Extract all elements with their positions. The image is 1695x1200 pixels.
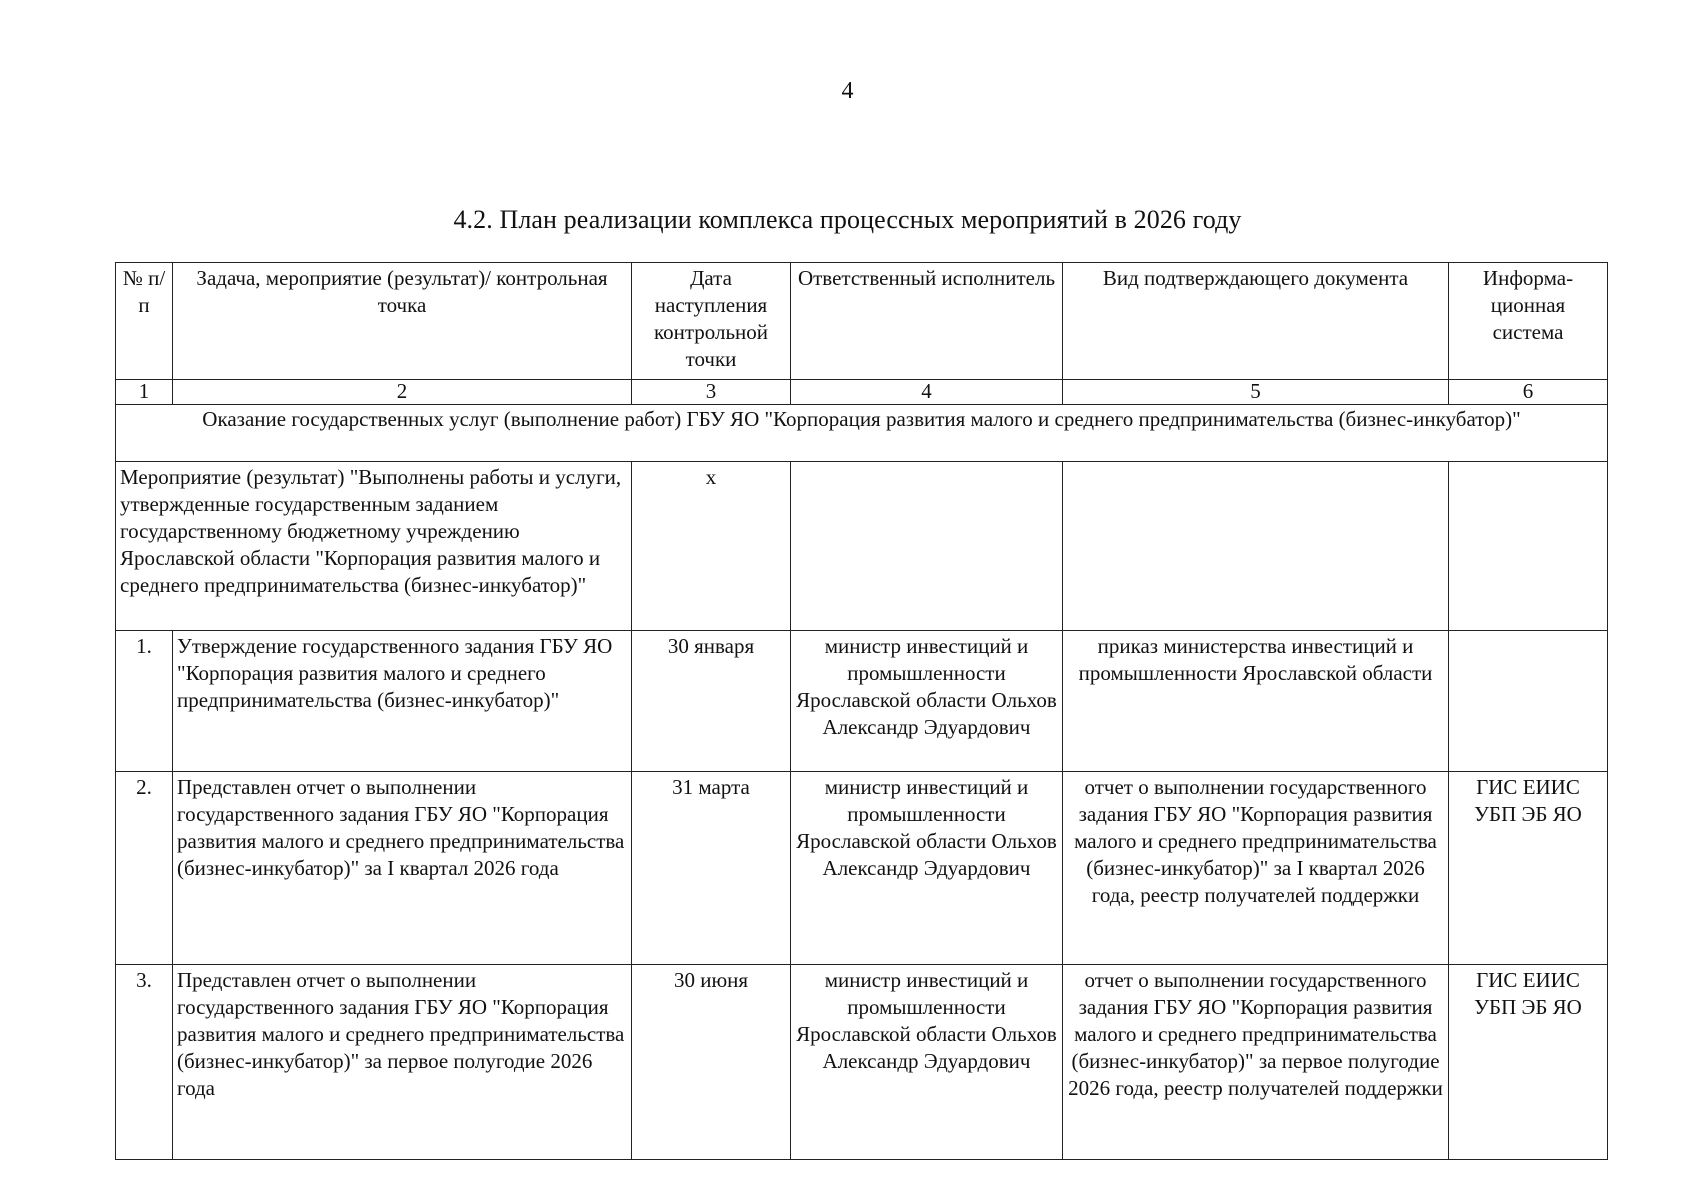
header-num: № п/п (116, 263, 173, 380)
column-number: 1 (116, 380, 173, 405)
table-row (116, 965, 1608, 1160)
column-number: 4 (791, 380, 1063, 405)
row-task: Утверждение государственного задания ГБУ ЯО "Корпорация развития малого и среднего предпринимательства (бизнес-инкубатор)" (173, 631, 632, 772)
row-document: отчет о выполнении государственного задания ГБУ ЯО "Корпорация развития малого и среднего предпринимательства (бизнес-инкубатор)" за I квартал 2026 года, реестр получателей поддержки (1063, 772, 1449, 965)
header-document: Вид подтверждающего документа (1063, 263, 1449, 380)
header-executor: Ответственный исполнитель (791, 263, 1063, 380)
column-number: 3 (632, 380, 791, 405)
column-numbers-row (116, 380, 1608, 405)
row-system (1449, 631, 1608, 772)
table-row (116, 772, 1608, 965)
event-row (116, 462, 1608, 631)
row-date: 30 июня (632, 965, 791, 1160)
row-system: ГИС ЕИИС УБП ЭБ ЯО (1449, 772, 1608, 965)
event-system (1449, 462, 1608, 631)
page-number: 4 (841, 78, 854, 104)
row-system: ГИС ЕИИС УБП ЭБ ЯО (1449, 965, 1608, 1160)
section-row (116, 405, 1608, 462)
table-header-row (116, 263, 1608, 380)
row-executor: министр инвестиций и промышленности Ярославской области Ольхов Александр Эдуардович (791, 631, 1063, 772)
row-task: Представлен отчет о выполнении государственного задания ГБУ ЯО "Корпорация развития малого и среднего предпринимательства (бизнес-инкубатор)" за I квартал 2026 года (173, 772, 632, 965)
header-date: Дата наступления контрольной точки (632, 263, 791, 380)
column-number: 5 (1063, 380, 1449, 405)
column-number: 6 (1449, 380, 1608, 405)
plan-table (115, 262, 1608, 1160)
event-date: х (632, 462, 791, 631)
row-document: отчет о выполнении государственного задания ГБУ ЯО "Корпорация развития малого и среднего предпринимательства (бизнес-инкубатор)" за первое полугодие 2026 года, реестр получателей поддержки (1063, 965, 1449, 1160)
table-row (116, 631, 1608, 772)
row-executor: министр инвестиций и промышленности Ярославской области Ольхов Александр Эдуардович (791, 772, 1063, 965)
row-document: приказ министерства инвестиций и промышленности Ярославской области (1063, 631, 1449, 772)
event-document (1063, 462, 1449, 631)
column-number: 2 (173, 380, 632, 405)
row-date: 30 января (632, 631, 791, 772)
row-number: 3. (116, 965, 173, 1160)
event-executor (791, 462, 1063, 631)
row-task: Представлен отчет о выполнении государственного задания ГБУ ЯО "Корпорация развития малого и среднего предпринимательства (бизнес-инкубатор)" за первое полугодие 2026 года (173, 965, 632, 1160)
row-number: 1. (116, 631, 173, 772)
row-date: 31 марта (632, 772, 791, 965)
section-title: Оказание государственных услуг (выполнение работ) ГБУ ЯО "Корпорация развития малого и среднего предпринимательства (бизнес-инкубатор)" (116, 405, 1608, 462)
header-system: Информа-ционная система (1449, 263, 1608, 380)
row-executor: министр инвестиций и промышленности Ярославской области Ольхов Александр Эдуардович (791, 965, 1063, 1160)
row-number: 2. (116, 772, 173, 965)
header-task: Задача, мероприятие (результат)/ контрольная точка (173, 263, 632, 380)
event-text: Мероприятие (результат) "Выполнены работы и услуги, утвержденные государственным заданием государственному бюджетному учреждению Ярославской области "Корпорация развития малого и среднего предпринимательства (бизнес-инкубатор)" (116, 462, 632, 631)
page-title: 4.2. План реализации комплекса процессных мероприятий в 2026 году (453, 205, 1242, 234)
